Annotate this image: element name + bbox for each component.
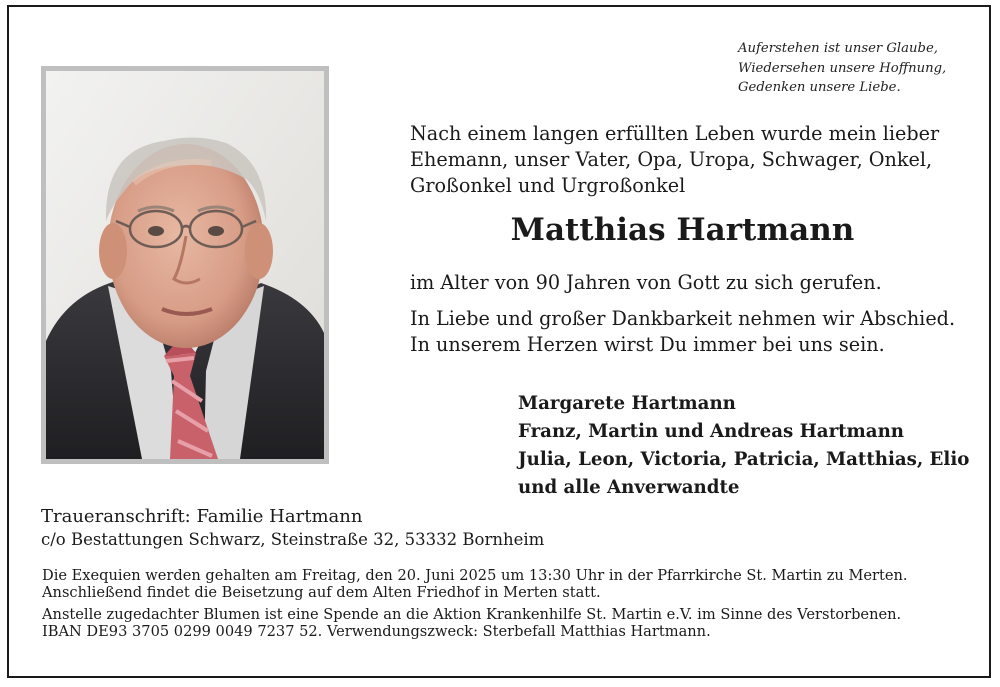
portrait-photo <box>46 71 324 459</box>
farewell-line: In Liebe und großer Dankbarkeit nehmen wir Abschied. <box>410 307 956 330</box>
deceased-name: Matthias Hartmann <box>510 212 855 248</box>
age-line: im Alter von 90 Jahren von Gott zu sich gerufen. <box>410 271 882 294</box>
mourner-entry: Franz, Martin und Andreas Hartmann <box>518 421 905 442</box>
intro-line: Großonkel und Urgroßonkel <box>410 174 686 197</box>
service-line: Die Exequien werden gehalten am Freitag, den 20. Juni 2025 um 13:30 Uhr in der Pfarrkirche St. Martin zu Merten. <box>42 567 908 584</box>
motto-line: Auferstehen ist unser Glaube, <box>738 41 938 56</box>
intro-text <box>410 121 939 199</box>
donation-line: IBAN DE93 3705 0299 0049 7237 52. Verwendungszweck: Sterbefall Matthias Hartmann. <box>42 622 711 640</box>
service-line: Anschließend findet die Beisetzung auf dem Alten Friedhof in Merten statt. <box>42 583 601 601</box>
motto-line: Gedenken unsere Liebe. <box>738 80 901 95</box>
intro-line: Nach einem langen erfüllten Leben wurde mein lieber <box>410 122 940 145</box>
farewell-line: In unserem Herzen wirst Du immer bei uns sein. <box>410 333 885 356</box>
farewell-text <box>410 306 955 358</box>
address-line: Traueranschrift: Familie Hartmann <box>41 506 363 527</box>
intro-line: Ehemann, unser Vater, Opa, Uropa, Schwager, Onkel, <box>410 148 933 171</box>
service-details <box>42 568 908 640</box>
address-line: c/o Bestattungen Schwarz, Steinstraße 32, 53332 Bornheim <box>41 530 545 549</box>
portrait-frame <box>41 66 329 464</box>
mourner-entry: und alle Anverwandte <box>518 477 740 498</box>
motto-line: Wiedersehen unsere Hoffnung, <box>738 60 947 76</box>
mourner-entry: Margarete Hartmann <box>518 393 736 414</box>
motto-verse <box>738 39 946 98</box>
donation-line: Anstelle zugedachter Blumen ist eine Spende an die Aktion Krankenhilfe St. Martin e.V. im Sinne des Verstorbenen. <box>42 606 902 623</box>
mourners-list <box>518 390 969 502</box>
mourning-address <box>41 505 544 551</box>
mourner-entry: Julia, Leon, Victoria, Patricia, Matthias, Elio <box>518 449 970 470</box>
